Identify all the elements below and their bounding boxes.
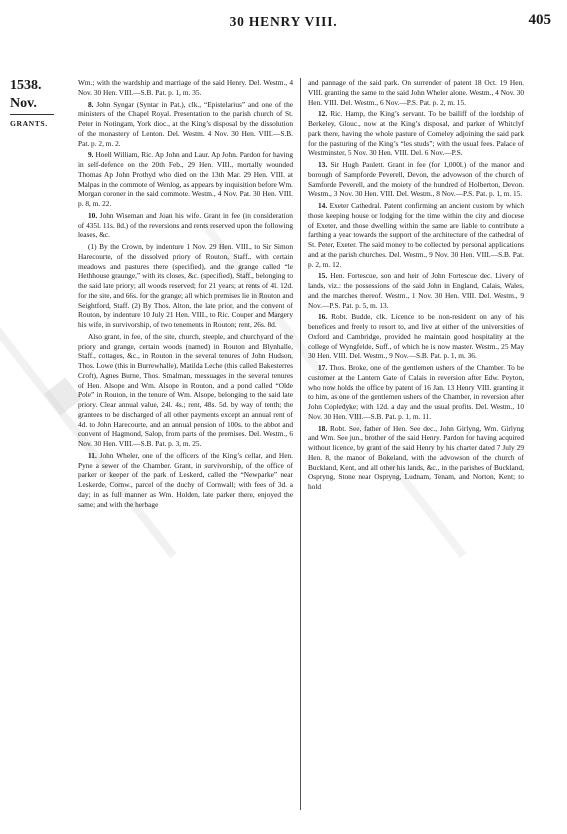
right-column (308, 78, 524, 494)
entry-number: 12. (318, 109, 328, 119)
left-column (78, 78, 293, 511)
calendar-entry (308, 271, 524, 310)
entry-text: Exeter Cathedral. Patent confirming an ancient custom by which those keeping house or lodging for the time within the city and diocese of Exeter, and those dwelling within the same are liable to contribute a farthing a year towards the support of the architecture of the cathedral of St. Peter, Exeter. The said money to be collected by personal applications and at the parish churches. Del. Westm., 9 Nov. 30 Hen. VIII.—S.B. Pat. p. 2, m. 12. (308, 201, 524, 269)
calendar-entry (308, 160, 524, 199)
margin-section: GRANTS. (10, 119, 48, 128)
entry-number: 8. (88, 99, 94, 109)
calendar-entry (78, 242, 293, 330)
entry-number: 13. (318, 160, 328, 169)
entry-text: and pannage of the said park. On surrender of patent 18 Oct. 19 Hen. VIII. granting the same to the said John Wheler alone. Westm., 4 Nov. 30 Hen. VIII. Del. Westm., 6 Nov.—P.S. Pat. p. 2, m. 15. (308, 78, 524, 107)
calendar-entry (78, 78, 293, 98)
entry-number: 10. (88, 210, 98, 220)
column-divider (300, 78, 301, 810)
entry-text: Robt. See, father of Hen. See dec., John Girlyng, Wm. Girlyng and Wm. See jun., brother of the said Henry. Pardon for having acquired without licence, by grant of the said Henry by his charter dated 7 July 29 Hen. 8, the manor of Bokeland, with the advowson of the church of Buckland, Kent, and all other his lands, &c., in the parishes of Buckland, Ospryng, Stone near Ospryng, Ludnam, Tenam, and Norton, Kent; to hold (308, 423, 524, 491)
calendar-entry (78, 211, 293, 240)
calendar-entry (308, 201, 524, 269)
entry-number: 16. (318, 312, 328, 322)
calendar-entry (78, 451, 293, 510)
entry-text: Hoell William, Ric. Ap John and Laur. Ap John. Pardon for having in self-defence on the 20th Feb., 29 Hen. VIII., mortally wounded Thomas Ap John Prothyd who died on the 13th Mar. 29 Hen. VIII. at Malpas in the commote of Wenlog, as appears by inquisition before Wm. Morgan coroner in the said commote. Westm., 4 Nov. Pat. 30 Hen. VIII. p. 8, m. 22. (78, 150, 293, 208)
svg-text:■: ■ (29, 360, 95, 431)
margin-notes (10, 78, 68, 128)
entry-number: 14. (318, 201, 328, 210)
entry-text: Hen. Fortescue, son and heir of John Fortescue dec. Livery of lands, viz.: the possessions of the said John in England, Calais, Wales, and the marches thereof. Westm., 1 Nov. 30 Hen. VIII. Del. Westm., 9 Nov.—P.S. Pat. p. 5, m. 13. (308, 271, 524, 310)
entry-text: Wm.; with the wardship and marriage of the said Henry. Del. Westm., 4 Nov. 30 Hen. VIII.—S.B. Pat. p. 1, m. 35. (78, 78, 293, 97)
margin-rule (10, 114, 54, 115)
running-title: 30 HENRY VIII. (229, 14, 338, 29)
entry-number: 17. (318, 363, 328, 372)
entry-number: 9. (88, 150, 94, 160)
entry-text: Robt. Budde, clk. Licence to be non-resident on any of his benefices and freely to resort to, and live at either of the universities of Oxford and Cambridge, provided he maintain good hospitality at the college of Wyngfelde, Suff., of which he is now master. Westm., 25 May 30 Hen. VIII. Del. Westm., 9 Nov.—S.B. Pat. p. 1, m. 36. (308, 312, 524, 361)
entry-text: Sir Hugh Paulett. Grant in fee (for 1,000l.) of the manor and borough of Sampforde Peverell, Devon, the advowson of the church of Samforde Peverell, and the moiety of the hundred of Holberton, Devon. Westm., 3 Nov. 30 Hen. VIII. Del. Westm., 8 Nov.—P.S. Pat. p. 1, m. 15. (308, 160, 524, 199)
entry-number: 11. (88, 450, 97, 460)
entry-text: (1) By the Crown, by indenture 1 Nov. 29 Hen. VIII., to Sir Simon Harecourte, of the dissolved priory of Routon, Staff., with certain meadows and pastures there (specified), and the grange called “le Hethhouse graunge,” with its closes, &c. (specified), Staff., belonging to the said late priory; all woods reserved; for 21 years; at rents of 4l. 12d. for the site, and 66s. for the grange; all which premises lie in Routon and Seightford, Staff. (2) By Thos. Alton, the late prior, and the convent of Routon, by indenture 10 July 21 Hen. VIII., to Ric. Couper and Margery his wife, in survivorship, of two tenements in Routon; rent, 26s. 8d. (78, 242, 293, 329)
calendar-entry (78, 332, 293, 449)
calendar-entry (308, 78, 524, 107)
calendar-entry (308, 424, 524, 492)
margin-year: 1538. (10, 78, 42, 93)
calendar-entry (308, 363, 524, 422)
entry-number: 15. (318, 271, 328, 281)
entry-text: Also grant, in fee, of the site, church, steeple, and churchyard of the priory and grange, certain woods (named) in Routon and Blynhalle, Staff., cottages, &c., in Routon in the several tenures of John Hudson, Thos. Lowe (this in Burrewhalle), Matilda Leche (this called Bakesterres Croft), Agnes Burne, Thos. Smalman, messuages in the several tenures of Hen. Alsope and Wm. Alsope in Routon, and a pond called “Olde Pole” in Routon, in the tenure of Wm. Alsope, belonging to the said late priory. Clear annual value, 24l. 4s.; rent, 48s. 5d. by way of tenth; the grantees to be discharged of all other payments except an annual rent of 4d. to John Harecourte, and an annual pension of 100s. to the abbot and convent of Hagmond, Salop, from parts of the premises. Del. Westm., 6 Nov. 30 Hen. VIII.—S.B. Pat. p. 3, m. 25. (78, 331, 293, 448)
page-header (0, 12, 567, 34)
calendar-entry (308, 109, 524, 158)
entry-text: Ric. Hamp, the King’s servant. To be bailiff of the lordship of Berkeley, Glouc., now at the King’s disposal, and parker of Whitclyf park there, having the whole pasture of Comeley adjoining the said park for the pasturing of the King’s “les studs”; with the usual fees. Palace of Westminster, 5 Nov. 30 Hen. VIII. Del. 6 Nov.—P.S. (308, 109, 524, 158)
entry-text: Thos. Broke, one of the gentlemen ushers of the Chamber. To be customer at the Lantern Gate of Calais in reversion after Edw. Peyton, who now holds the office by patent of 16 Jan. 13 Henry VIII. granting it to him, as one of the gentlemen ushers of the Chamber, in reversion after John Copledyke; with 12d. a day and the usual profits. Del. Westm., 10 Nov. 30 Hen. VIII.—S.B. Pat. p. 1, m. 11. (308, 363, 524, 421)
calendar-entry (308, 312, 524, 361)
entry-number: 18. (318, 423, 328, 433)
entry-text: John Wiseman and Joan his wife. Grant in fee (in consideration of 435l. 11s. 8d.) of the reversions and rents reserved upon the following leases, &c. (78, 210, 293, 240)
page-number: 405 (528, 12, 551, 28)
margin-month: Nov. (10, 96, 37, 111)
entry-text: John Syngar (Syntar in Pat.), clk., “Epistelarius” and one of the ministers of the Chapel Royal. Presentation to the parish church of St. Peter in Notingam, York dioc., at the King’s disposal by the dissolution of the monastery of Lenton. Del. Westm. 4 Nov. 30 Hen. VIII.—S.B. Pat. p. 2, m. 2. (78, 99, 294, 148)
entry-text: John Wheler, one of the officers of the King’s cellar, and Hen. Pyne a sewer of the Chamber. Grant, in survivorship, of the office of parker or keeper of the park of Leskerd, called the “Newparke” near Leskerde, Cornw., parcel of the duchy of Cornwall; with fees of 3d. a day; in as full manner as Wm. Holden, late parker there, enjoyed the same; and with the herbage (78, 450, 293, 509)
calendar-entry (78, 100, 293, 149)
calendar-entry (78, 150, 293, 209)
